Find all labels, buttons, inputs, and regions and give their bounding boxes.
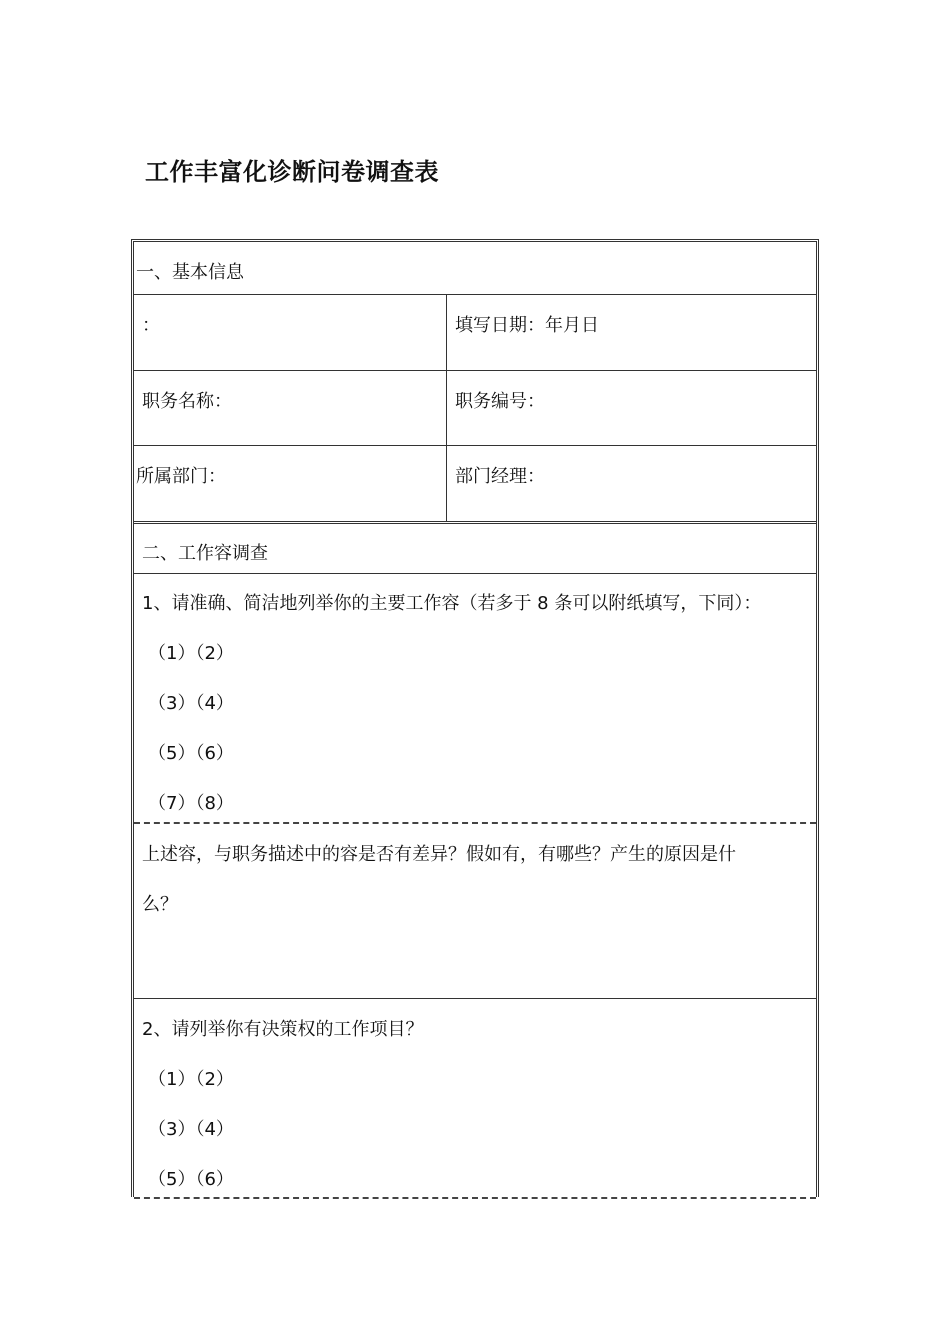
question1-block: [134, 574, 816, 824]
question2-item: （3）（4）: [148, 1119, 234, 1140]
column-divider: [446, 295, 447, 521]
question1-item: （1）（2）: [148, 643, 234, 664]
name-field-label: ：: [142, 315, 160, 336]
question2-block: [134, 999, 816, 1199]
question1-item: （5）（6）: [148, 743, 234, 764]
section1-heading: 一、基本信息: [136, 262, 244, 283]
question1-followup-block: [134, 824, 816, 999]
question1-followup-line1: 上述容，与职务描述中的容是否有差异？假如有，有哪些？产生的原因是什: [142, 844, 736, 865]
question1-item: （3）（4）: [148, 693, 234, 714]
question2-item: （5）（6）: [148, 1169, 234, 1190]
survey-form: [131, 239, 819, 1197]
question2-text: 2、请列举你有决策权的工作项目？: [142, 1019, 424, 1040]
job-title-row: [134, 371, 816, 446]
section2-heading-row: [134, 524, 816, 574]
question2-item: （1）（2）: [148, 1069, 234, 1090]
section1-heading-row: [134, 242, 816, 295]
department-row: [134, 446, 816, 524]
job-code-label: 职务编号：: [455, 391, 545, 412]
fill-date-label: 填写日期：年月日: [455, 315, 599, 336]
page-title: 工作丰富化诊断问卷调查表: [145, 158, 439, 186]
name-date-row: [134, 295, 816, 371]
section2-heading: 二、工作容调查: [142, 543, 268, 564]
question1-text: 1、请准确、简洁地列举你的主要工作容（若多于 8 条可以附纸填写，下同）：: [142, 593, 762, 614]
department-label: 所属部门：: [136, 466, 226, 487]
question1-item: （7）（8）: [148, 793, 234, 814]
department-manager-label: 部门经理：: [455, 466, 545, 487]
job-title-label: 职务名称：: [142, 391, 232, 412]
question1-followup-line2: 么？: [142, 894, 178, 915]
